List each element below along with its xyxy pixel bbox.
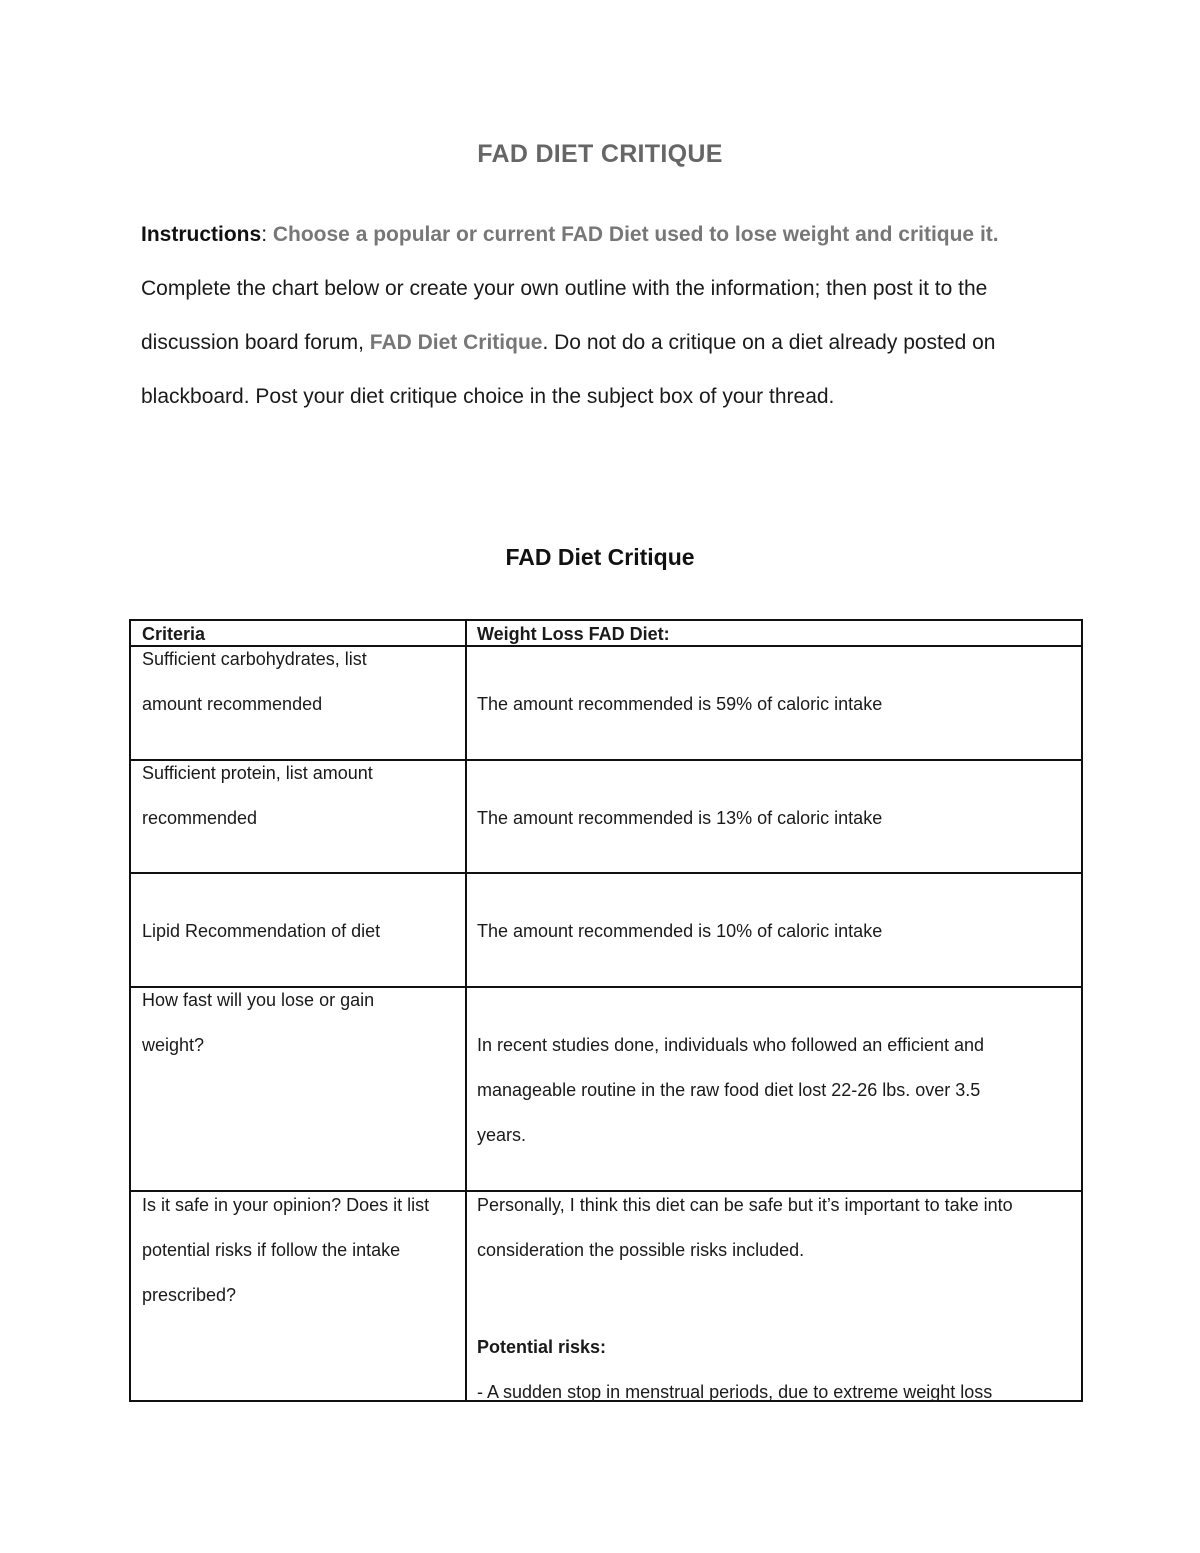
answer-protein: The amount recommended is 13% of caloric intake	[477, 808, 883, 828]
answer-lipid: The amount recommended is 10% of caloric intake	[477, 921, 883, 941]
column-divider	[465, 988, 467, 1190]
table-row	[131, 1192, 1081, 1400]
instructions-text-complete: Complete the chart below or create your own outline with the information; then post it to the discussion board forum,	[141, 277, 988, 354]
potential-risks-label: Potential risks:	[477, 1337, 607, 1357]
criteria-line: prescribed?	[142, 1285, 237, 1305]
criteria-carbohydrates	[142, 637, 460, 727]
instructions-paragraph	[141, 208, 1071, 424]
column-divider	[465, 874, 467, 986]
criteria-lipid: Lipid Recommendation of diet	[142, 921, 381, 941]
criteria-line: Sufficient protein, list amount	[142, 763, 373, 783]
criteria-line: amount recommended	[142, 694, 323, 714]
answer-line: years.	[477, 1125, 527, 1145]
criteria-line: Is it safe in your opinion? Does it list	[142, 1195, 430, 1215]
answer-carbohydrates: The amount recommended is 59% of caloric intake	[477, 694, 883, 714]
answer-safety	[477, 1183, 1073, 1415]
table-row	[131, 988, 1081, 1192]
criteria-safety	[142, 1183, 460, 1318]
instructions-colon: :	[261, 223, 273, 246]
header-diet: Weight Loss FAD Diet:	[477, 624, 670, 644]
criteria-rate	[142, 978, 460, 1068]
risk-item: - A sudden stop in menstrual periods, due to extreme weight loss	[477, 1382, 993, 1402]
blank-line	[477, 1273, 1073, 1325]
column-divider	[465, 647, 467, 759]
header-criteria: Criteria	[142, 624, 206, 644]
answer-rate	[477, 1023, 1073, 1158]
instructions-label: Instructions	[141, 223, 262, 246]
answer-line: consideration the possible risks included.	[477, 1240, 805, 1260]
criteria-protein	[142, 751, 460, 841]
chart-title: FAD Diet Critique	[505, 544, 695, 570]
answer-line: In recent studies done, individuals who followed an efficient and	[477, 1035, 984, 1055]
document-title: FAD DIET CRITIQUE	[477, 140, 723, 168]
criteria-line: weight?	[142, 1035, 205, 1055]
criteria-line: Sufficient carbohydrates, list	[142, 649, 367, 669]
criteria-line: How fast will you lose or gain	[142, 990, 375, 1010]
critique-table	[129, 619, 1083, 1402]
answer-line: Personally, I think this diet can be safe but it’s important to take into	[477, 1195, 1013, 1215]
table-row	[131, 761, 1081, 874]
table-row	[131, 874, 1081, 988]
table-row	[131, 647, 1081, 761]
instructions-highlight-choose: Choose a popular or current FAD Diet used to lose weight and critique it.	[272, 223, 999, 246]
column-divider	[465, 1192, 467, 1400]
column-divider	[465, 761, 467, 872]
column-divider	[465, 621, 467, 645]
criteria-line: recommended	[142, 808, 258, 828]
criteria-line: potential risks if follow the intake	[142, 1240, 401, 1260]
instructions-highlight-forum: FAD Diet Critique	[369, 331, 543, 354]
instructions-text-rules: . Do not do a critique on a diet already posted on blackboard. Post your diet critique choice in the subject box of your thread.	[141, 331, 996, 408]
answer-line: manageable routine in the raw food diet lost 22-26 lbs. over 3.5	[477, 1080, 981, 1100]
